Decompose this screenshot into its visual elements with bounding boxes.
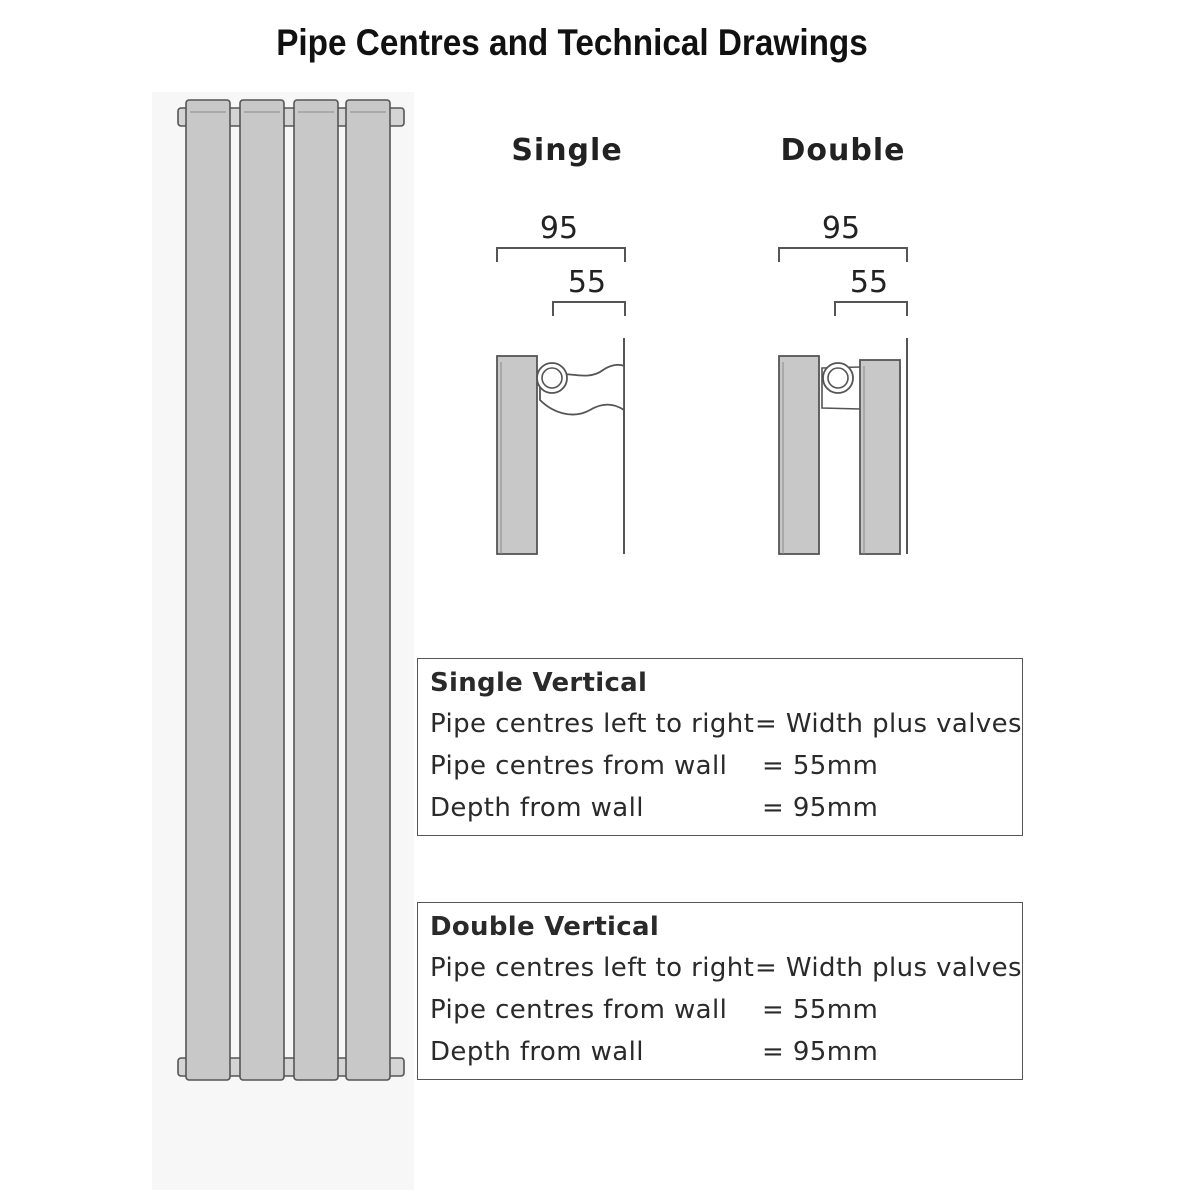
spec-value: = Width plus valves — [755, 709, 1022, 739]
double-rear-panel-section — [860, 360, 900, 554]
radiator-panel — [346, 100, 390, 1080]
double-vertical-spec-box — [417, 902, 1023, 1080]
spec-label: Pipe centres left to right — [430, 953, 755, 983]
spec-row — [430, 947, 1022, 989]
spec-label: Depth from wall — [430, 793, 644, 823]
double-depth-bracket — [779, 248, 907, 262]
spec-label: Pipe centres left to right — [430, 709, 755, 739]
spec-label: Pipe centres from wall — [430, 751, 728, 781]
spec-row — [430, 989, 1022, 1031]
single-section-drawing — [497, 133, 625, 554]
spec-label: Pipe centres from wall — [430, 995, 728, 1025]
spec-row — [430, 703, 1022, 745]
single-label: Single — [511, 133, 623, 168]
single-vertical-spec-box — [417, 658, 1023, 836]
single-depth-bracket — [497, 248, 625, 262]
radiator-panel — [240, 100, 284, 1080]
double-section-drawing — [779, 133, 907, 554]
spec-value: = 95mm — [762, 1037, 879, 1067]
spec-value: = 55mm — [762, 751, 879, 781]
double-pipe-dimension: 55 — [849, 265, 889, 300]
single-pipe-dimension: 55 — [567, 265, 607, 300]
single-depth-dimension: 95 — [539, 211, 579, 246]
spec-value: = Width plus valves — [755, 953, 1022, 983]
spec-label: Depth from wall — [430, 1037, 644, 1067]
spec-heading: Double Vertical — [430, 912, 660, 942]
spec-row — [430, 787, 1022, 829]
spec-value: = 55mm — [762, 995, 879, 1025]
double-depth-dimension: 95 — [821, 211, 861, 246]
double-front-panel-section — [779, 356, 819, 554]
radiator-panel — [186, 100, 230, 1080]
double-pipe-bracket — [835, 302, 907, 316]
radiator-panel — [294, 100, 338, 1080]
spec-row — [430, 745, 1022, 787]
spec-heading: Single Vertical — [430, 668, 648, 698]
single-pipe-bracket — [553, 302, 625, 316]
double-label: Double — [780, 133, 906, 168]
spec-value: = 95mm — [762, 793, 879, 823]
single-panel-section — [497, 356, 537, 554]
spec-row — [430, 1031, 1022, 1073]
page-title: Pipe Centres and Technical Drawings — [276, 22, 868, 63]
